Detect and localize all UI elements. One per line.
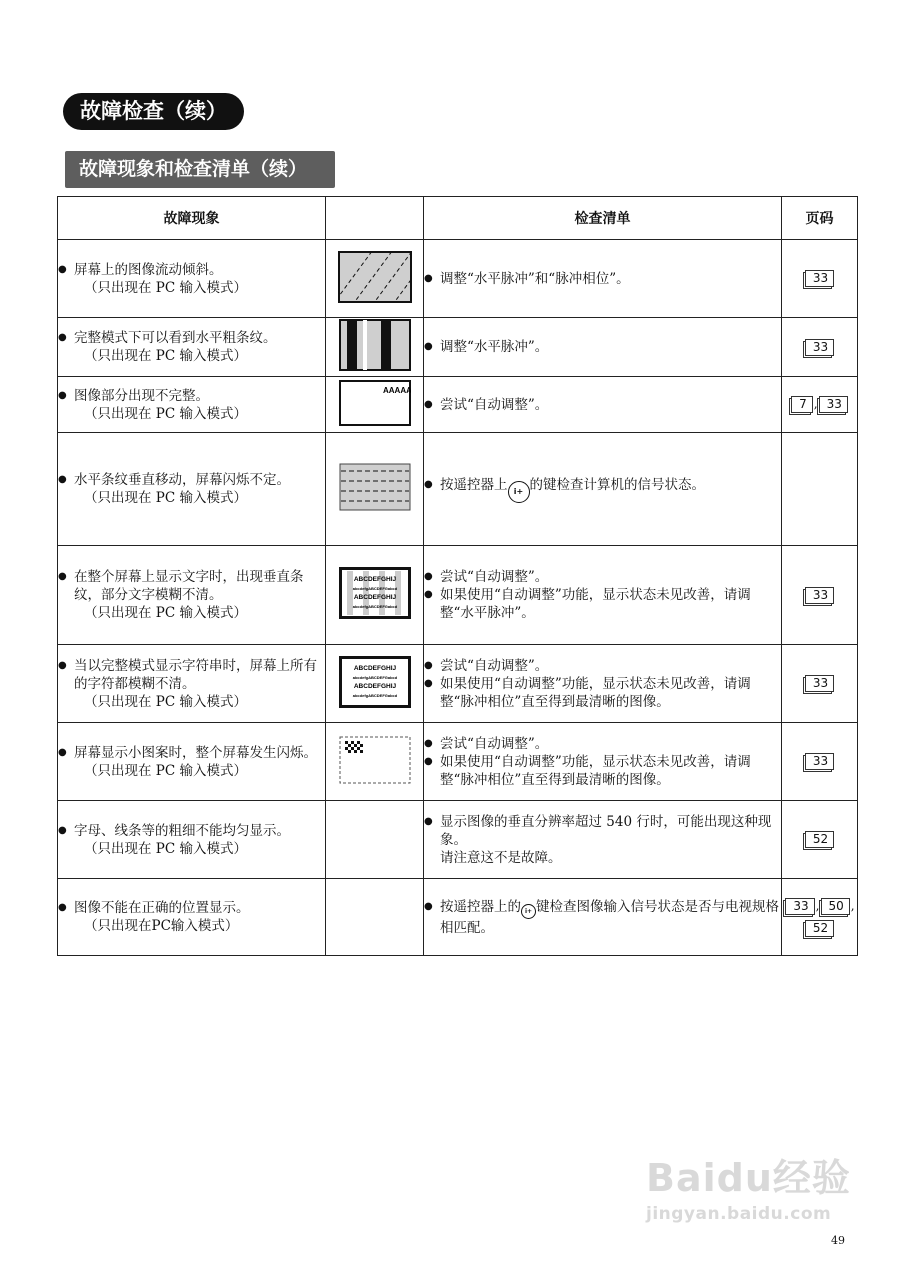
cutoff-text-image xyxy=(339,380,411,426)
symptom-note: （只出现在 PC 输入模式） xyxy=(84,840,247,857)
check-item: ● 调整“水平脉冲”和“脉冲相位”。 xyxy=(424,270,781,288)
check-item: ● 如果使用“自动调整”功能，显示状态未见改善，请调整“水平脉冲”。 xyxy=(424,586,781,622)
table-row xyxy=(58,801,858,879)
symptom-note: （只出现在 PC 输入模式） xyxy=(84,605,247,621)
symptom-text: ● 字母、线条等的粗细不能均匀显示。 xyxy=(58,822,325,840)
symptom-text: ● 屏幕显示小图案时，整个屏幕发生闪烁。 xyxy=(58,744,325,762)
check-item: ● 如果使用“自动调整”功能，显示状态未见改善，请调整“脉冲相位”直至得到最清晰的图像。 xyxy=(424,753,781,789)
table-row: ● 图像部分出现不完整。 （只出现在 PC 输入模式） AAAAA ● 尝试“自动调整”。 7 , 33 xyxy=(58,377,858,433)
check-item xyxy=(424,476,781,503)
sample-text-line: ABCDEFGHIJ xyxy=(353,664,396,672)
symptom-note: （只出现在 PC 输入模式） xyxy=(84,762,247,779)
table-row xyxy=(58,645,858,723)
check-note: 请注意这不是故障。 xyxy=(440,849,562,866)
vertical-bars-image xyxy=(339,319,411,371)
sample-text-line: abcdefgABCDEFGabcd xyxy=(352,586,397,591)
symptom-text: ● 在整个屏幕上显示文字时，出现垂直条纹，部分文字模糊不清。 xyxy=(58,568,325,604)
info-button-icon: i+ xyxy=(508,481,530,503)
page-ref[interactable]: 33 xyxy=(805,753,834,770)
sample-text-line: abcdefgABCDEFGabcd xyxy=(352,604,397,609)
sample-text-line: abcdefgABCDEFGabcd xyxy=(352,674,397,680)
check-item: ● 尝试“自动调整”。 xyxy=(424,396,781,414)
check-item: ● 尝试“自动调整”。 xyxy=(424,657,781,675)
horizontal-stripes-image xyxy=(339,463,411,511)
table-row xyxy=(58,433,858,546)
cutoff-text: AAAAA xyxy=(382,385,411,395)
table-row xyxy=(58,318,858,377)
blurred-text-stripes-image xyxy=(339,567,411,619)
symptom-note: （只出现在PC输入模式） xyxy=(84,918,239,934)
diagonal-distortion-image xyxy=(338,251,412,303)
watermark-url: jingyan.baidu.com xyxy=(646,1204,832,1224)
check-item: ● 尝试“自动调整”。 xyxy=(424,568,781,586)
table-header-row xyxy=(58,197,858,240)
sample-text-line: ABCDEFGHIJ xyxy=(353,576,396,583)
watermark-brand: Baidu经验 xyxy=(646,1156,851,1200)
header-symptom: 故障现象 xyxy=(58,197,326,240)
check-text-post: 的键检查计算机的信号状态。 xyxy=(529,476,705,493)
sample-text-line: ABCDEFGHIJ xyxy=(353,682,396,690)
page-ref[interactable]: 33 xyxy=(805,339,834,356)
troubleshooting-table xyxy=(57,196,858,956)
check-item: ● 尝试“自动调整”。 xyxy=(424,735,781,753)
page-ref[interactable]: 7 xyxy=(791,396,813,413)
page-ref[interactable]: 33 xyxy=(805,675,834,692)
header-image xyxy=(326,197,424,240)
symptom-note: （只出现在 PC 输入模式） xyxy=(84,490,247,506)
page-ref[interactable]: 52 xyxy=(805,831,834,848)
info-button-icon: i+ xyxy=(521,904,536,919)
symptom-text: ● 屏幕上的图像流动倾斜。 xyxy=(58,261,325,279)
section-title: 故障检查（续） xyxy=(63,93,244,130)
symptom-text: ● 当以完整模式显示字符串时，屏幕上所有的字符都模糊不清。 xyxy=(58,657,325,693)
check-text-pre: 按遥控器上 xyxy=(440,476,508,493)
symptom-text: ● 完整模式下可以看到水平粗条纹。 xyxy=(58,329,325,347)
symptom-note: （只出现在 PC 输入模式） xyxy=(84,348,247,364)
page-ref[interactable]: 50 xyxy=(821,898,850,915)
check-item: ● 显示图像的垂直分辨率超过 540 行时，可能出现这种现象。 xyxy=(424,813,781,849)
page-ref[interactable]: 33 xyxy=(785,898,814,915)
watermark xyxy=(646,1147,851,1224)
symptom-text: ● 图像部分出现不完整。 xyxy=(58,387,325,405)
page-number: 49 xyxy=(831,1234,845,1247)
table-row xyxy=(58,240,858,318)
symptom-note: （只出现在 PC 输入模式） xyxy=(84,693,247,710)
symptom-text: ● 图像不能在正确的位置显示。 xyxy=(58,899,325,917)
small-pattern-flicker-image xyxy=(339,736,411,784)
symptom-note: （只出现在 PC 输入模式） xyxy=(84,279,247,296)
symptom-text: ● 水平条纹垂直移动，屏幕闪烁不定。 xyxy=(58,471,325,489)
page-ref[interactable]: 33 xyxy=(805,270,834,287)
header-page: 页码 xyxy=(782,197,858,240)
symptom-note: （只出现在 PC 输入模式） xyxy=(84,405,247,422)
check-item: ● 如果使用“自动调整”功能，显示状态未见改善，请调整“脉冲相位”直至得到最清晰的图像。 xyxy=(424,675,781,711)
table-row: ● 图像不能在正确的位置显示。 （只出现在PC输入模式） ● 按遥控器上的 i+ 键检查图像输入信号状态是否与电视规格相匹配。 33 , 50 , 52 xyxy=(58,879,858,956)
table-row xyxy=(58,546,858,645)
sample-text-line: abcdefgABCDEFGabcd xyxy=(352,692,397,698)
table-row xyxy=(58,723,858,801)
page-ref[interactable]: 33 xyxy=(805,587,834,604)
page-ref[interactable]: 52 xyxy=(805,920,834,937)
check-text-post: 键检查图像输入信号状态是否与电视规格相匹配。 xyxy=(440,898,779,936)
subsection-title: 故障现象和检查清单（续） xyxy=(65,151,335,188)
check-text-pre: 按遥控器上的 xyxy=(440,898,521,915)
page-ref[interactable]: 33 xyxy=(819,396,848,413)
header-check: 检查清单 xyxy=(424,197,782,240)
sample-text-line: ABCDEFGHIJ xyxy=(353,594,396,601)
check-item xyxy=(424,898,781,937)
blurred-text-image xyxy=(339,656,411,708)
check-item: ● 调整“水平脉冲”。 xyxy=(424,338,781,356)
